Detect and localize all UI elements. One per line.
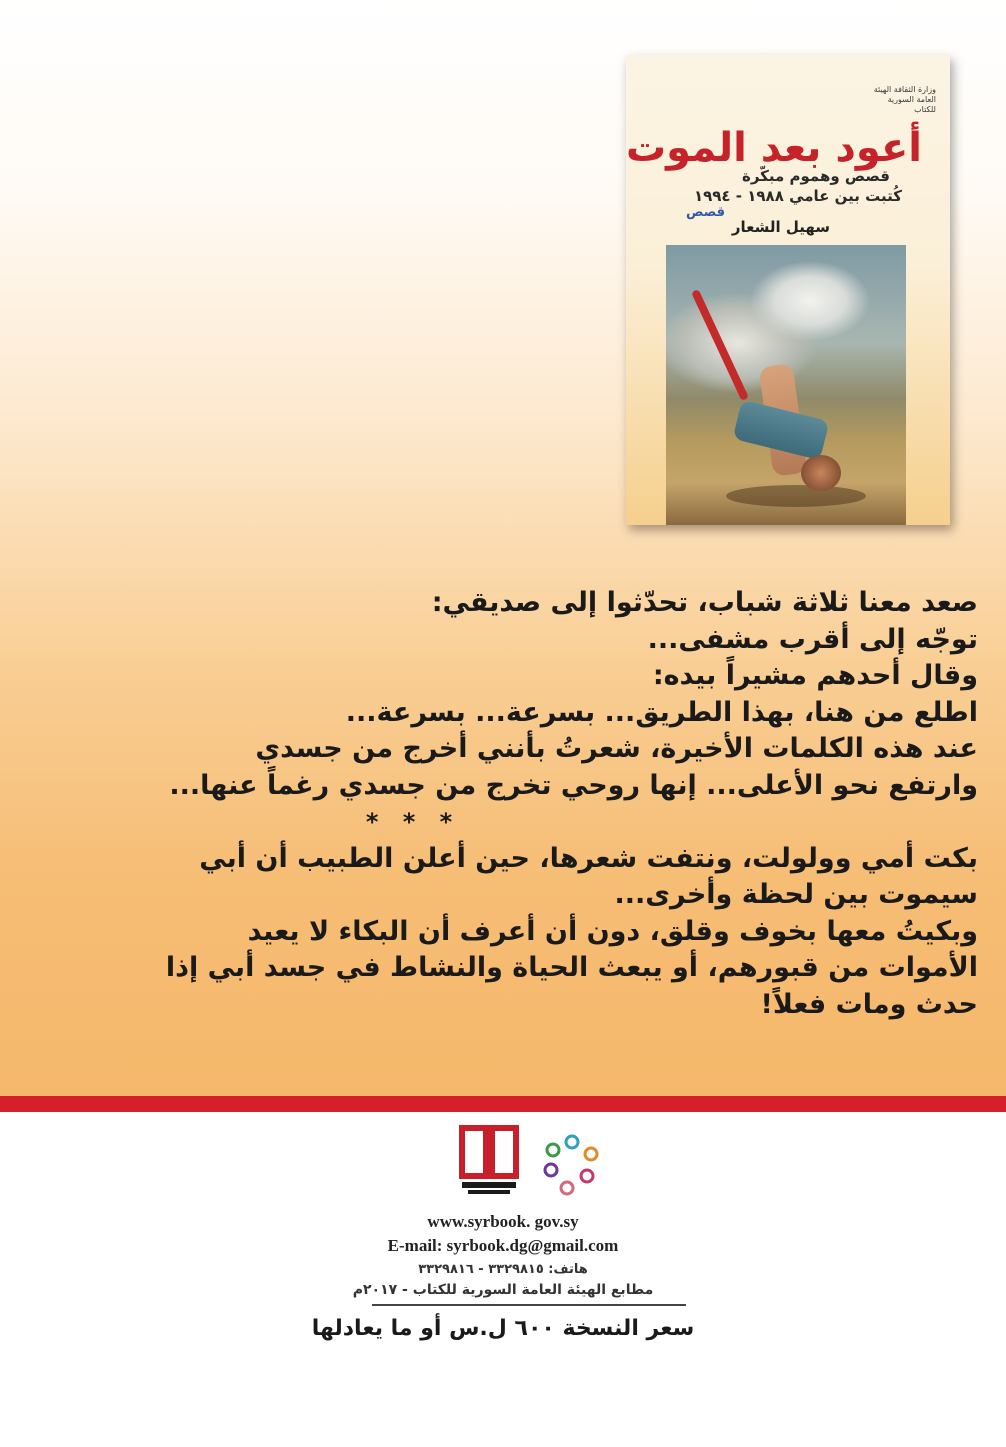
- printer-credit: مطابع الهيئة العامة السورية للكتاب - ٢٠١٧م: [352, 1282, 654, 1298]
- cover-years: كُتبت بين عامي ١٩٨٨ - ١٩٩٤: [693, 187, 902, 205]
- book-cover-thumbnail: [626, 55, 950, 525]
- excerpt-line: سيموت بين لحظة وأخرى...: [614, 879, 978, 910]
- cover-publisher: وزارة الثقافة الهيئة العامة السورية للكتاب: [873, 85, 936, 114]
- excerpt-line: حدث ومات فعلاً!: [760, 988, 978, 1020]
- red-divider-band: [0, 1096, 1006, 1112]
- website-url[interactable]: www.syrbook. gov.sy: [427, 1212, 579, 1231]
- painting-shadow: [726, 485, 866, 507]
- price-label: سعر النسخة ٦٠٠ ل.س أو ما يعادلها: [311, 1316, 695, 1341]
- excerpt-line: اطلع من هنا، بهذا الطريق... بسرعة... بسرعة...: [345, 696, 978, 728]
- painting-figure-head: [801, 455, 841, 491]
- cover-author: سهيل الشعار: [731, 218, 830, 236]
- excerpt-line: وارتفع نحو الأعلى... إنها روحي تخرج من جسدي رغماً عنها...: [169, 769, 978, 801]
- painting-red-cloth: [691, 289, 749, 401]
- phone-numbers: هاتف: ٣٣٢٩٨١٥ - ٣٣٢٩٨١٦: [418, 1262, 588, 1277]
- excerpt-line: بكت أمي وولولت، ونتفت شعرها، حين أعلن الطبيب أن أبي: [199, 842, 978, 874]
- cover-subtitle: قصص وهموم مبكّرة: [741, 167, 890, 185]
- excerpt-line: توجّه إلى أقرب مشفى...: [647, 623, 978, 655]
- section-separator: * * *: [365, 808, 461, 836]
- cover-title: أعود بعد الموت: [626, 125, 922, 171]
- footer-divider: [372, 1304, 686, 1306]
- excerpt-line: صعد معنا ثلاثة شباب، تحدّثوا إلى صديقي:: [431, 587, 978, 618]
- excerpt-text: [78, 585, 978, 1023]
- excerpt-line: الأموات من قبورهم، أو يبعث الحياة والنشاط في جسد أبي إذا: [165, 952, 978, 983]
- culture-ministry-logo-icon: [537, 1130, 607, 1200]
- open-book-logo-icon: [458, 1122, 520, 1196]
- cover-genre: قصص: [686, 205, 726, 220]
- cover-painting: [666, 245, 906, 525]
- email-address[interactable]: E-mail: syrbook.dg@gmail.com: [387, 1236, 619, 1255]
- excerpt-line: وبكيتُ معها بخوف وقلق، دون أن أعرف أن البكاء لا يعيد: [247, 915, 978, 947]
- excerpt-line: عند هذه الكلمات الأخيرة، شعرتُ بأنني أخرج من جسدي: [255, 733, 978, 764]
- excerpt-line: وقال أحدهم مشيراً بيده:: [652, 660, 978, 691]
